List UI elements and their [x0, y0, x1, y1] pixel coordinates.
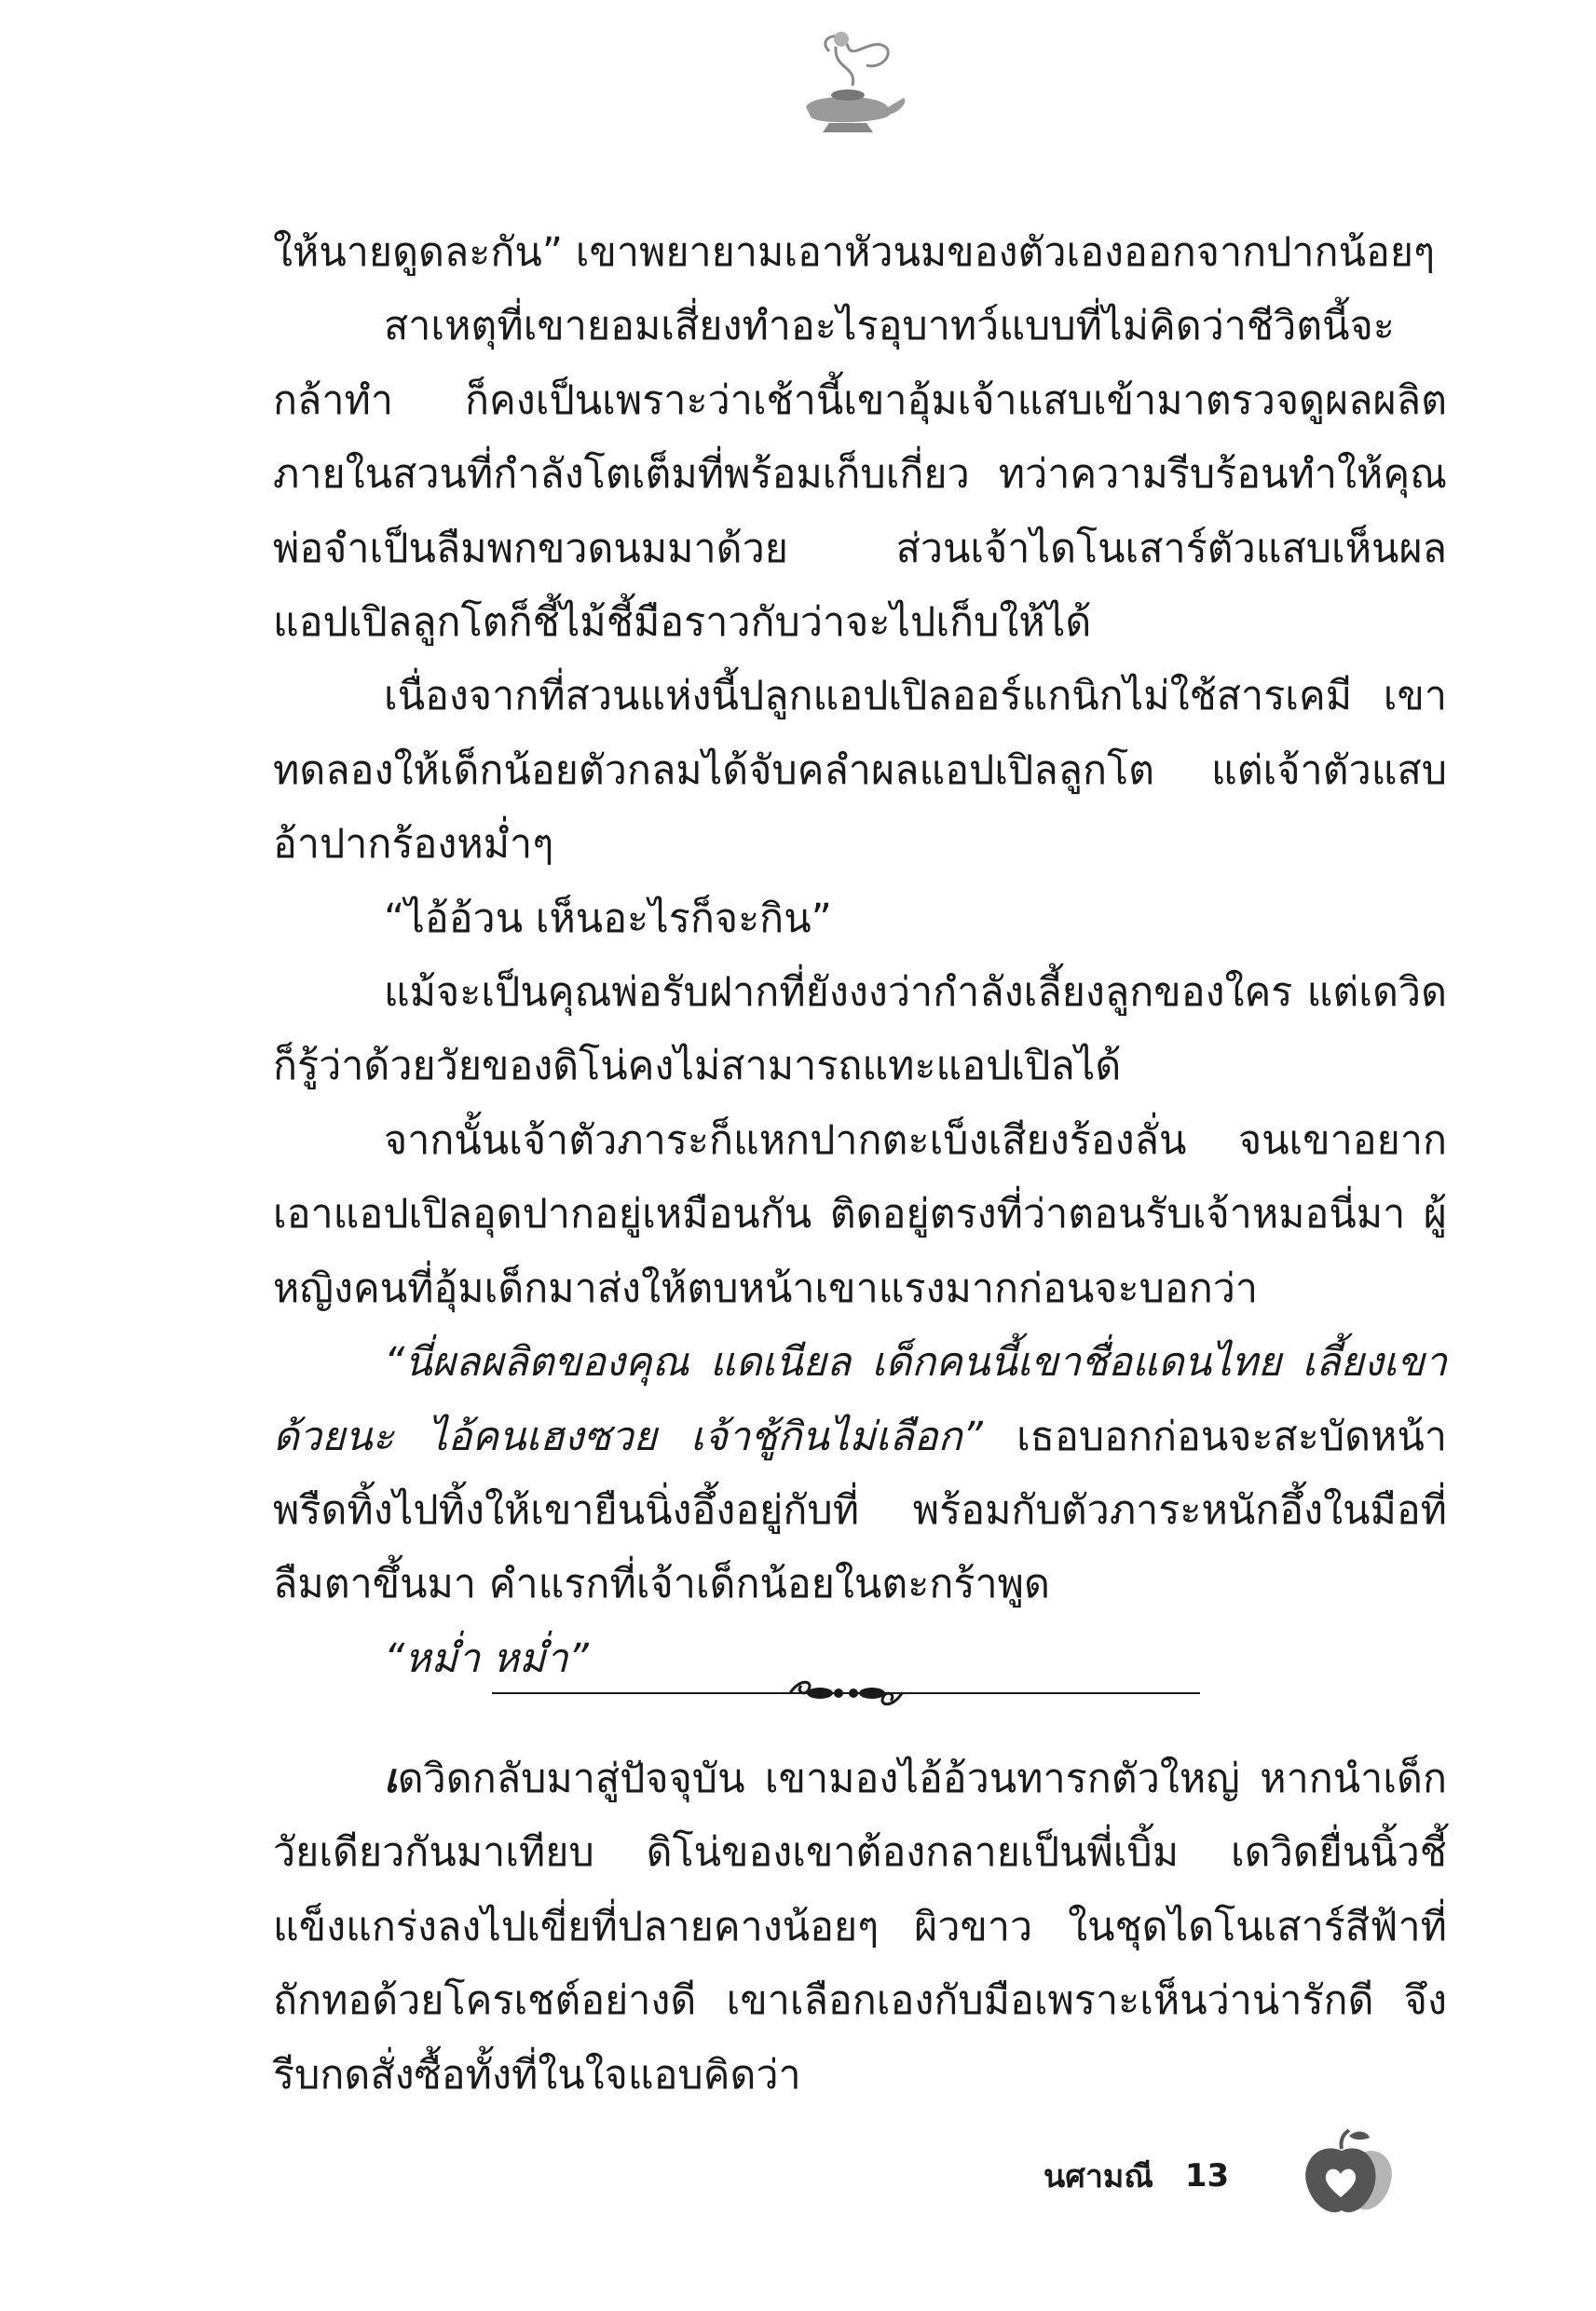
section-divider [492, 1673, 1200, 1714]
quote-paragraph [273, 1326, 1447, 1622]
page-footer [1044, 2148, 1229, 2204]
paragraph: จากนั้นเจ้าตัวภาระก็แหกปากตะเบ็งเสียงร้องลั่น จนเขาอยากเอาแอปเปิลอุดปากอยู่เหมือนกัน ติดอยู่ตรงที่ว่าตอนรับเจ้าหมอนี่มา ผู้หญิงคนที่อุ้มเด็กมาส่งให้ตบหน้าเขาแรงมากก่อนจะบอกว่า [273, 1116, 1447, 1312]
main-text [273, 216, 1447, 1696]
last-quote: “หม่ำ หม่ำ” [384, 1634, 589, 1682]
paragraph: แม้จะเป็นคุณพ่อรับฝากที่ยังงงว่ากำลังเลี้ยงลูกของใคร แต่เดวิดก็รู้ว่าด้วยวัยของดิโน่คงไม่สามารถแทะแอปเปิลได้ [273, 969, 1447, 1090]
section-two [273, 1743, 1447, 2113]
dropcap: เ [384, 1756, 398, 1802]
paragraph: สาเหตุที่เขายอมเสี่ยงทำอะไรอุบาทว์แบบที่ไม่คิดว่าชีวิตนี้จะกล้าทำ ก็คงเป็นเพราะว่าเช้านี้เขาอุ้มเจ้าแสบเข้ามาตรวจดูผลผลิตภายในสวนที่กำลังโตเต็มที่พร้อมเก็บเกี่ยว ทว่าความรีบร้อนทำให้คุณพ่อจำเป็นลืมพกขวดนมมาด้วย ส่วนเจ้าไดโนเสาร์ตัวแสบเห็นผลแอปเปิลลูกโตก็ชี้ไม้ชี้มือราวกับว่าจะไปเก็บให้ได้ [273, 303, 1447, 647]
paragraph-text: ดวิดกลับมาสู่ปัจจุบัน เขามองไอ้อ้วนทารกตัวใหญ่ หากนำเด็กวัยเดียวกันมาเทียบ ดิโน่ของเขาต้องกลายเป็นพี่เบิ้ม เดวิดยื่นนิ้วชี้แข็งแกร่งลงไปเขี่ยที่ปลายคางน้อยๆ ผิวขาว ในชุดไดโนเสาร์สีฟ้าที่ถักทอด้วยโครเชต์อย่างดี เขาเลือกเองกับมือเพราะเห็นว่าน่ารักดี จึงรีบกดสั่งซื้อทั้งที่ในใจแอบคิดว่า [273, 1756, 1447, 2099]
page-number: 13 [1184, 2157, 1230, 2195]
paragraph: เนื่องจากที่สวนแห่งนี้ปลูกแอปเปิลออร์แกนิกไม่ใช้สารเคมี เขาทดลองให้เด็กน้อยตัวกลมได้จับคลำผลแอปเปิลลูกโต แต่เจ้าตัวแสบอ้าปากร้องหม่ำๆ [273, 673, 1447, 868]
italic-quote: “นี่ผลผลิตของคุณ แดเนียล เด็กคนนี้เขาชื่อแดนไทย เลี้ยงเขาด้วยนะ ไอ้คนเฮงซวย เจ้าชู้กินไม่เลือก” [273, 1339, 1447, 1460]
book-title: นศามณี [1044, 2158, 1153, 2195]
quote-tail: เธอบอกก่อนจะสะบัดหน้าพรืดทิ้งไปทิ้งให้เขายืนนิ่งอึ้งอยู่กับที่ พร้อมกับตัวภาระหนักอึ้งในมือที่ลืมตาขึ้นมา คำแรกที่เจ้าเด็กน้อยในตะกร้าพูด [273, 1413, 1447, 1608]
genie-lamp-icon [778, 19, 918, 158]
paragraph: ให้นายดูดละกัน” เขาพยายามเอาหัวนมของตัวเองออกจากปากน้อยๆ [273, 229, 1436, 276]
paragraph: “ไอ้อ้วน เห็นอะไรก็จะกิน” [384, 895, 832, 942]
paragraph [273, 1743, 1447, 2113]
apple-heart-icon [1297, 2125, 1398, 2225]
